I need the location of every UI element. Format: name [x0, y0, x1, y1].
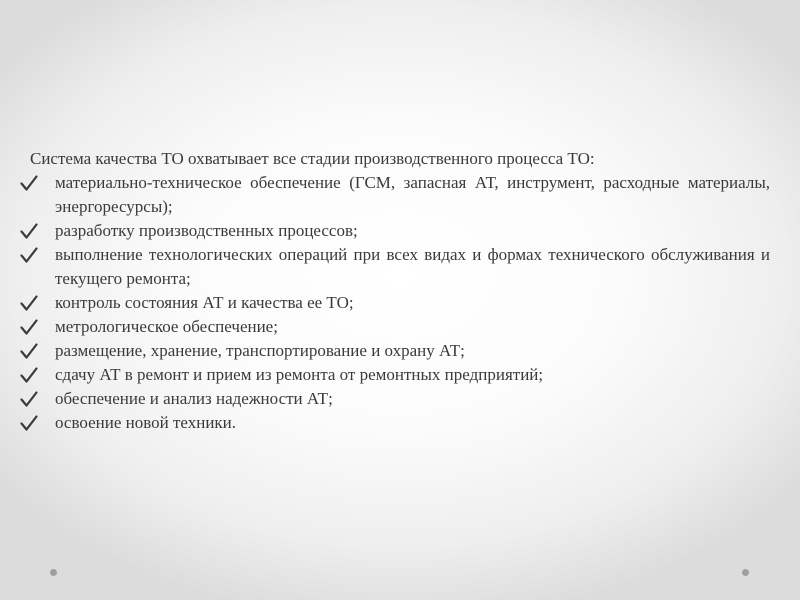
check-mark-icon — [20, 222, 38, 240]
bullet-item — [0, 171, 800, 219]
bullet-item — [0, 291, 800, 315]
slide-intro-text: Система качества ТО охватывает все стадии производственного процесса ТО: — [30, 149, 595, 168]
bullet-text: размещение, хранение, транспортирование и охрану АТ; — [55, 341, 465, 360]
bullet-text: выполнение технологических операций при всех видах и формах технического обслуживания и текущего ремонта; — [55, 245, 770, 288]
slide-nav-dot-right — [742, 569, 749, 576]
bullet-item — [0, 339, 800, 363]
check-mark-icon — [20, 246, 38, 264]
slide-nav-dot-left — [50, 569, 57, 576]
bullet-item — [0, 315, 800, 339]
check-mark-icon — [20, 294, 38, 312]
bullet-item — [0, 411, 800, 435]
check-mark-icon — [20, 318, 38, 336]
bullet-item — [0, 387, 800, 411]
bullet-text: сдачу АТ в ремонт и прием из ремонта от ремонтных предприятий; — [55, 365, 544, 384]
bullet-text: метрологическое обеспечение; — [55, 317, 278, 336]
bullet-item — [0, 363, 800, 387]
bullet-item — [0, 219, 800, 243]
bullet-text: контроль состояния АТ и качества ее ТО; — [55, 293, 354, 312]
check-mark-icon — [20, 174, 38, 192]
check-mark-icon — [20, 390, 38, 408]
check-mark-icon — [20, 414, 38, 432]
bullet-list — [0, 171, 800, 435]
bullet-text: обеспечение и анализ надежности АТ; — [55, 389, 333, 408]
check-mark-icon — [20, 366, 38, 384]
bullet-item — [0, 243, 800, 291]
check-mark-icon — [20, 342, 38, 360]
bullet-text: разработку производственных процессов; — [55, 221, 358, 240]
bullet-text: освоение новой техники. — [55, 413, 237, 432]
bullet-text: материально-техническое обеспечение (ГСМ, запасная АТ, инструмент, расходные материалы, энергоресурсы); — [55, 173, 770, 216]
